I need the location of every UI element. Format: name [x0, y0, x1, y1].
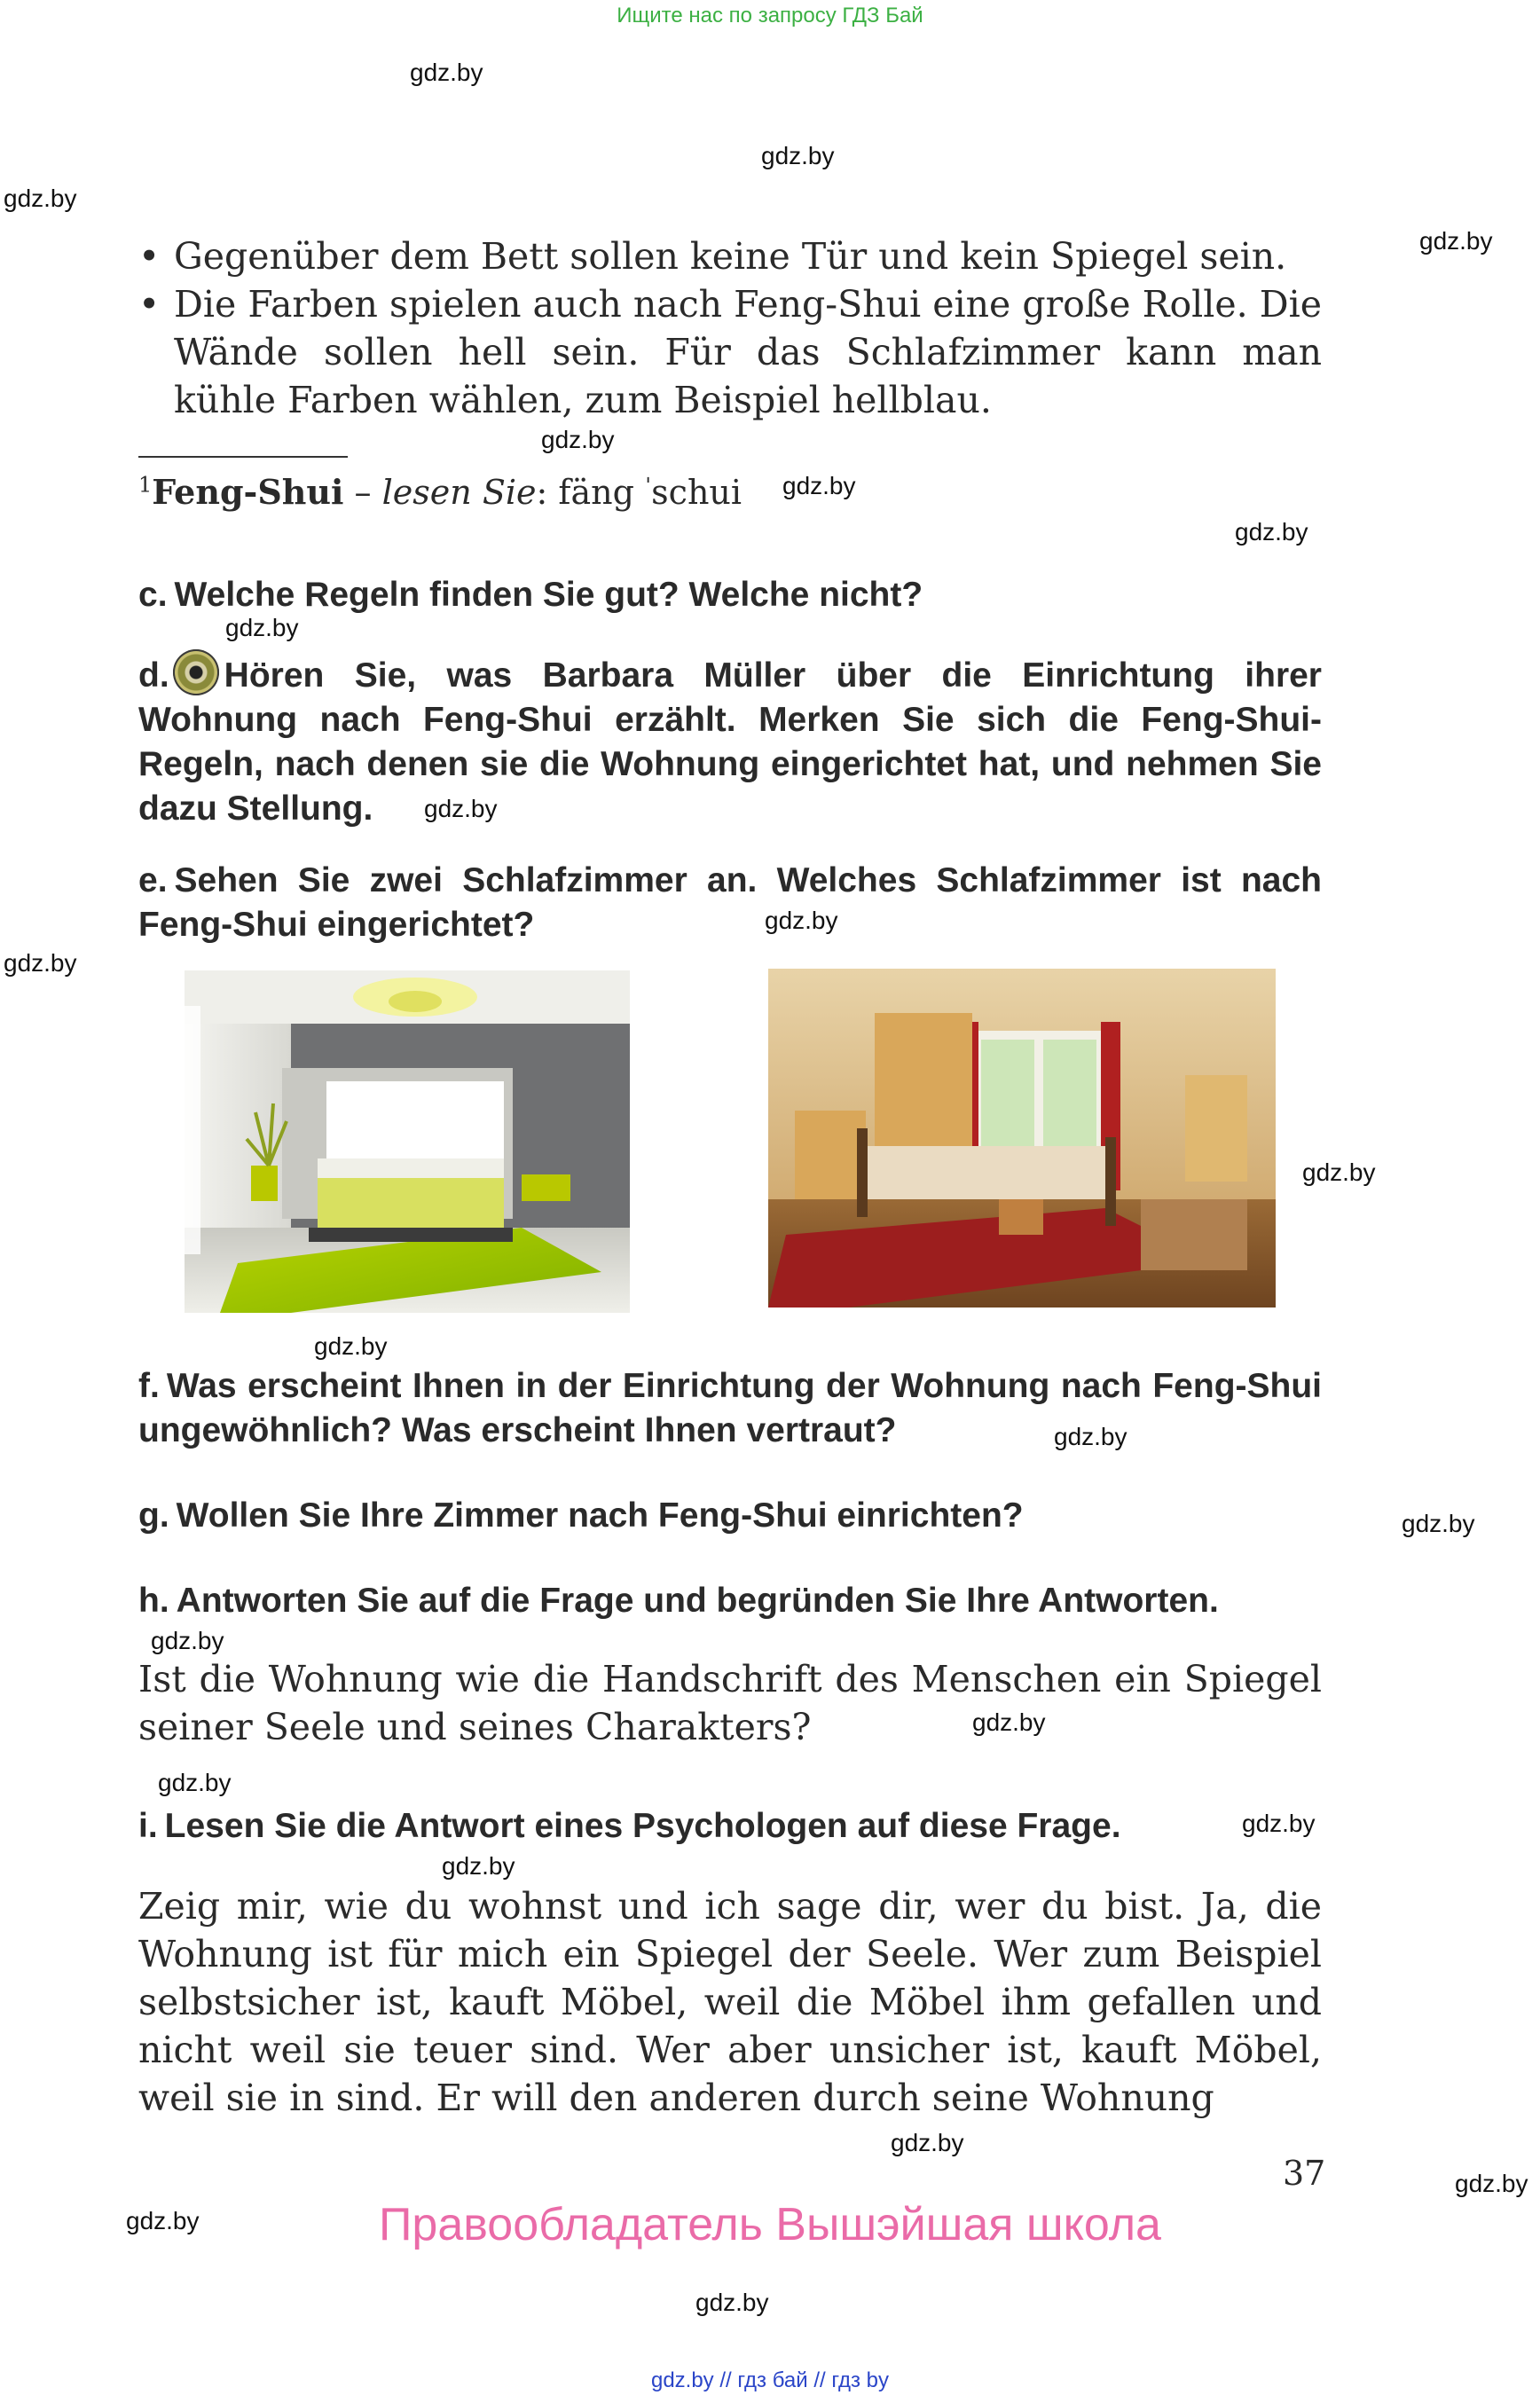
watermark: gdz.by [126, 2207, 200, 2234]
footnote-colon: : [536, 473, 559, 512]
watermark: gdz.by [1242, 1810, 1316, 1837]
task-text: Hören Sie, was Barbara Müller über die Einrichtung ihrer Wohnung nach Feng-Shui erzählt. Merken Sie sich die Feng-Shui-Regeln, nach denen sie die Wohnung eingerichtet hat, und nehmen Sie dazu Stellung. [138, 656, 1322, 828]
watermark: gdz.by [541, 426, 615, 453]
task-label: d. [138, 656, 169, 695]
bullet-text: Gegenüber dem Bett sollen keine Tür und kein Spiegel sein. [174, 235, 1287, 278]
watermark: gdz.by [314, 1332, 388, 1360]
footnote-dash: – [343, 473, 382, 512]
question-h: Ist die Wohnung wie die Handschrift des Menschen ein Spiegel seiner Seele und seines Charakters? [138, 1658, 1322, 1748]
watermark: gdz.by [424, 795, 498, 822]
bedroom-photo-modern [185, 970, 630, 1313]
task-label: e. [138, 861, 168, 899]
task-label: c. [138, 576, 168, 614]
watermark: gdz.by [1302, 1158, 1376, 1186]
bedroom-photo-classic-drawing [768, 969, 1276, 1308]
footnote [138, 472, 742, 512]
footnote-term: Feng-Shui [152, 472, 344, 512]
watermark: gdz.by [1235, 518, 1308, 546]
watermark: gdz.by [410, 59, 483, 86]
watermark: gdz.by [765, 907, 838, 934]
copyright-notice: Правообладатель Вышэйшая школа [379, 2199, 1161, 2250]
watermark: gdz.by [782, 472, 856, 499]
task-text: Lesen Sie die Antwort eines Psychologen auf diese Frage. [164, 1807, 1121, 1845]
watermark: gdz.by [972, 1708, 1046, 1736]
watermark: gdz.by [1054, 1423, 1128, 1450]
watermark: gdz.by [761, 142, 835, 169]
audio-cd-icon[interactable] [173, 649, 219, 695]
footnote-instruction: lesen Sie [381, 473, 537, 512]
footnote-pron: schui [651, 473, 742, 512]
task-f [138, 1364, 1322, 1453]
task-label: g. [138, 1496, 169, 1535]
watermark: gdz.by [225, 614, 299, 641]
watermark: gdz.by [695, 2289, 769, 2316]
task-i [138, 1804, 1322, 1849]
task-d [138, 649, 1322, 831]
task-text: Welche Regeln finden Sie gut? Welche nicht? [174, 576, 923, 614]
task-text: Was erscheint Ihnen in der Einrichtung der Wohnung nach Feng-Shui ungewöhnlich? Was erscheint Ihnen vertraut? [138, 1367, 1322, 1449]
task-text: Sehen Sie zwei Schlafzimmer an. Welches Schlafzimmer ist nach Feng-Shui eingerichtet? [138, 861, 1322, 944]
watermark: gdz.by [1402, 1510, 1475, 1537]
footnote-pron: fäng [558, 473, 645, 512]
bedroom-photo-modern-drawing [185, 970, 630, 1313]
task-label: i. [138, 1807, 158, 1845]
bullet-list [138, 232, 1322, 424]
page-number: 37 [1283, 2154, 1326, 2193]
footnote-rule [138, 456, 348, 458]
bedroom-photo-classic [768, 969, 1276, 1308]
task-h [138, 1579, 1322, 1623]
bullet-text: Die Farben spielen auch nach Feng-Shui eine große Rolle. Die Wände sollen hell sein. Für das Schlafzimmer kann man kühle Farben wählen, zum Beispiel hellblau. [174, 283, 1322, 421]
watermark: gdz.by [151, 1627, 224, 1654]
watermark: gdz.by [158, 1769, 232, 1796]
bullet-item [138, 232, 1322, 280]
watermark: gdz.by [442, 1852, 515, 1880]
task-text: Wollen Sie Ihre Zimmer nach Feng-Shui einrichten? [176, 1496, 1024, 1535]
task-e [138, 859, 1322, 947]
watermark: gdz.by [4, 949, 77, 977]
task-g [138, 1494, 1322, 1538]
bullet-dot: • [138, 283, 161, 326]
answer-text: Zeig mir, wie du wohnst und ich sage dir, wer du bist. Ja, die Wohnung ist für mich ein Spiegel der Seele. Wer zum Beispiel selbstsicher ist, kauft Möbel, weil die Möbel ihm gefallen und nicht weil sie teuer sind. Wer aber unsicher ist, kauft Möbel, weil sie in sind. Er will den anderen durch seine Wohnung [138, 1885, 1322, 2119]
stress-mark: ˈ [645, 475, 652, 501]
task-label: h. [138, 1582, 169, 1620]
task-text: Antworten Sie auf die Frage und begründen Sie Ihre Antworten. [176, 1582, 1219, 1620]
watermark: gdz.by [891, 2129, 964, 2156]
watermark: gdz.by [1419, 227, 1493, 255]
footer-links[interactable]: gdz.by // гдз бай // гдз by [650, 2368, 890, 2392]
task-label: f. [138, 1367, 160, 1405]
footnote-number: 1 [138, 472, 153, 498]
watermark: gdz.by [1455, 2170, 1528, 2197]
task-c [138, 573, 1322, 617]
watermark: gdz.by [4, 185, 77, 212]
bullet-item [138, 280, 1322, 424]
bullet-dot: • [138, 235, 161, 278]
top-banner[interactable]: Ищите нас по запросу ГДЗ Бай [617, 4, 923, 27]
